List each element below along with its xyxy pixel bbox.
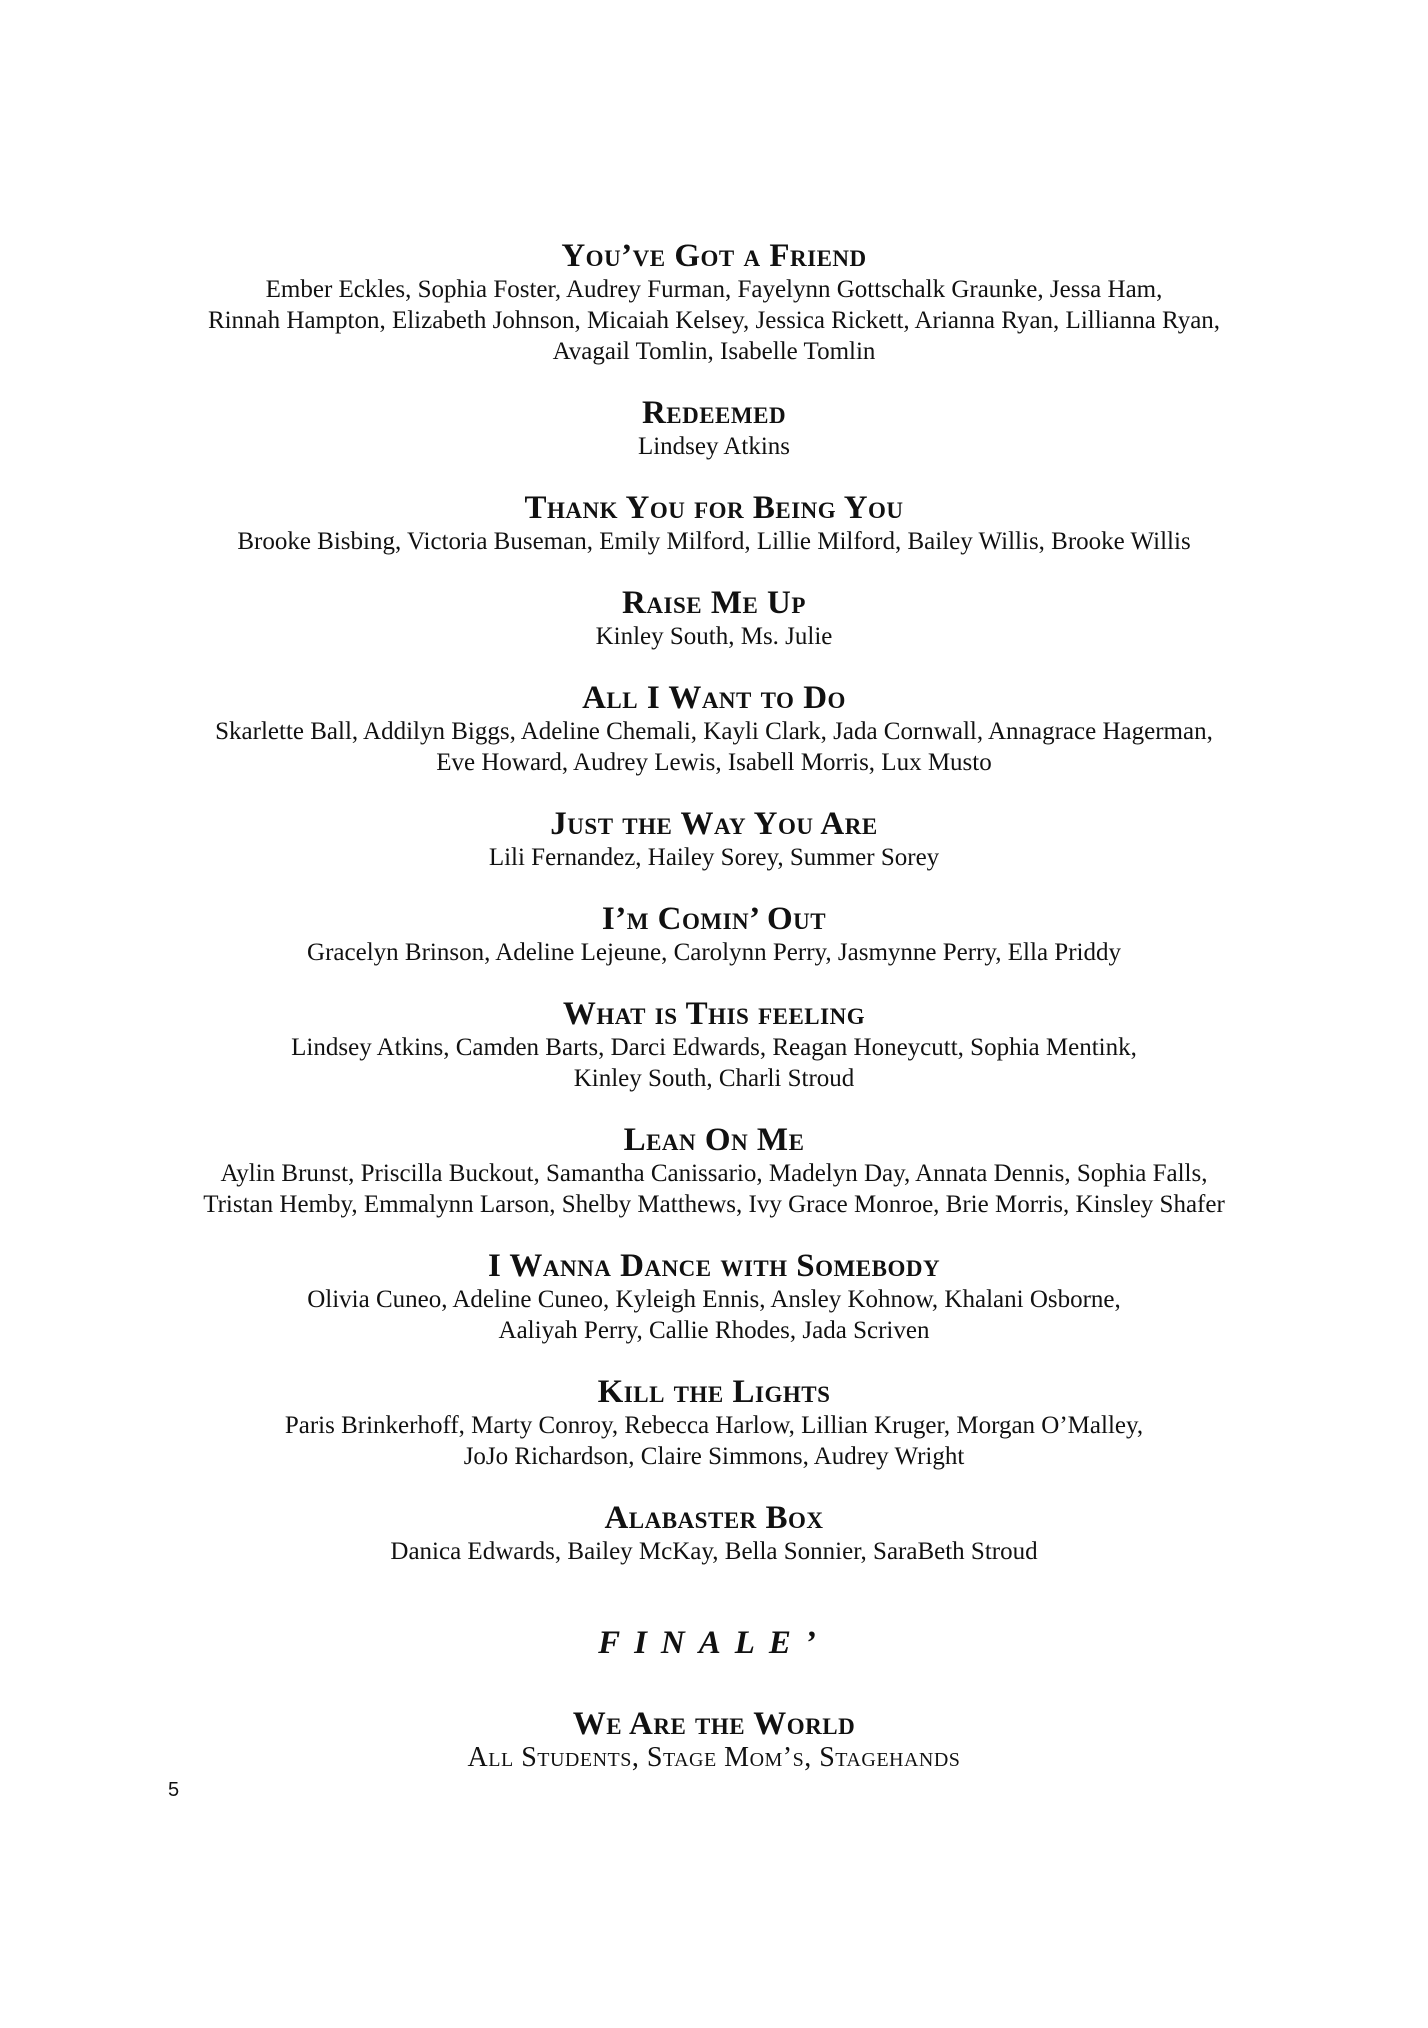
song-title: Redeemed [641,395,787,431]
song-title: You’ve Got a Friend [561,238,867,274]
song-title: I’m Comin’ Out [601,901,827,937]
performer-list: Skarlette Ball, Addilyn Biggs, Adeline Chemali, Kayli Clark, Jada Cornwall, Annagrace Hagerman, Eve Howard, Audrey Lewis, Isabell Morris, Lux Musto [215,718,1213,776]
performer-list: All Students, Stage Mom’s, Stagehands [467,1742,961,1773]
program-number [100,585,1328,652]
song-title: Raise Me Up [622,585,806,621]
program-number [100,1122,1328,1220]
performer-list: Olivia Cuneo, Adeline Cuneo, Kyleigh Ennis, Ansley Kohnow, Khalani Osborne, Aaliyah Perry, Callie Rhodes, Jada Scriven [307,1286,1121,1344]
program-number [100,806,1328,873]
performer-list: Gracelyn Brinson, Adeline Lejeune, Carolynn Perry, Jasmynne Perry, Ella Priddy [307,939,1121,966]
program-number [100,901,1328,968]
performer-list: Lindsey Atkins [637,433,791,460]
performer-list: Aylin Brunst, Priscilla Buckout, Samantha Canissario, Madelyn Day, Annata Dennis, Sophia Falls, Tristan Hemby, Emmalynn Larson, Shelby Matthews, Ivy Grace Monroe, Brie Morris, Kinsley Shafer [203,1160,1225,1218]
song-title: Lean On Me [623,1122,805,1158]
performer-list: Lindsey Atkins, Camden Barts, Darci Edwards, Reagan Honeycutt, Sophia Mentink, Kinley South, Charli Stroud [291,1034,1137,1092]
finale-number [100,1706,1328,1773]
performer-list: Brooke Bisbing, Victoria Buseman, Emily Milford, Lillie Milford, Bailey Willis, Brooke Willis [237,528,1191,555]
program-number [100,1374,1328,1472]
song-title: All I Want to Do [582,680,846,716]
song-title: I Wanna Dance with Somebody [487,1248,941,1284]
program-number [100,238,1328,367]
performer-list: Lili Fernandez, Hailey Sorey, Summer Sorey [488,844,940,871]
song-title: Just the Way You Are [550,806,878,842]
program-number [100,1248,1328,1346]
program-number [100,680,1328,778]
program-number [100,395,1328,462]
page-number: 5 [168,1779,180,1801]
finale-heading: FINALE’ [598,1625,830,1661]
program-list [100,238,1328,1801]
song-title: We Are the World [572,1706,856,1742]
song-title: Alabaster Box [604,1500,824,1536]
program-number [100,1500,1328,1567]
program-number [100,490,1328,557]
performer-list: Danica Edwards, Bailey McKay, Bella Sonnier, SaraBeth Stroud [390,1538,1038,1565]
song-title: Kill the Lights [597,1374,831,1410]
program-number [100,996,1328,1094]
song-title: What is This feeling [562,996,866,1032]
song-title: Thank You for Being You [524,490,904,526]
performer-list: Ember Eckles, Sophia Foster, Audrey Furman, Fayelynn Gottschalk Graunke, Jessa Ham, Rinnah Hampton, Elizabeth Johnson, Micaiah Kelsey, Jessica Rickett, Arianna Ryan, Lillianna Ryan, Avagail Tomlin, Isabelle Tomlin [207,276,1221,365]
performer-list: Kinley South, Ms. Julie [595,623,833,650]
performer-list: Paris Brinkerhoff, Marty Conroy, Rebecca Harlow, Lillian Kruger, Morgan O’Malley, JoJo Richardson, Claire Simmons, Audrey Wright [284,1412,1144,1470]
